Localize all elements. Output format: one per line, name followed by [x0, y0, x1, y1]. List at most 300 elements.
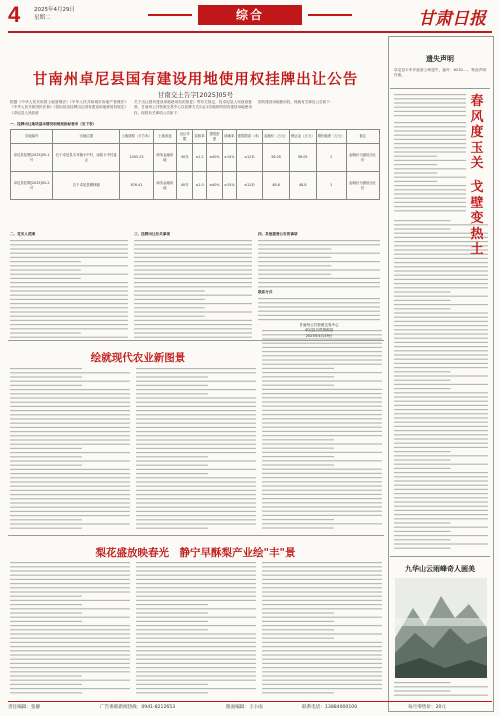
section-heading: 一、挂牌出让地块基本情况和规划指标要求（见下表）	[10, 122, 97, 126]
text-line	[262, 452, 382, 453]
text-line	[262, 401, 382, 402]
text-line	[262, 650, 382, 651]
text-line	[136, 692, 208, 693]
text-line	[136, 667, 256, 668]
section-heading: 三、挂牌出让有关事项	[134, 232, 170, 236]
text-line	[10, 671, 130, 672]
text-line	[262, 566, 382, 567]
text-line	[10, 608, 130, 609]
text-line	[10, 431, 130, 432]
text-line	[262, 667, 382, 668]
text-line	[136, 385, 208, 386]
text-line	[262, 460, 382, 461]
text-line	[262, 406, 382, 407]
text-line	[10, 332, 81, 333]
text-line	[136, 452, 256, 453]
table-cell: 位于卓尼县柳林镇	[53, 172, 120, 200]
text-line	[262, 372, 382, 373]
text-line	[262, 591, 382, 592]
text-line	[134, 295, 252, 296]
table-cell: 56.05	[289, 144, 316, 172]
text-line	[134, 311, 252, 312]
text-line	[10, 414, 130, 415]
table-cell: ≤40%	[206, 144, 223, 172]
text-line	[10, 389, 130, 390]
text-line	[10, 473, 130, 474]
text-line	[10, 435, 130, 436]
text-line	[10, 274, 128, 275]
table-cell: 商务金融用地	[153, 172, 176, 200]
feature-title-b: 戈壁变热土	[470, 180, 484, 257]
text-line	[10, 316, 128, 317]
text-line	[10, 621, 82, 622]
text-line	[10, 376, 82, 377]
text-line	[10, 448, 82, 449]
text-line	[10, 515, 130, 516]
text-line	[10, 265, 128, 266]
table-cell: 1005.23	[120, 144, 153, 172]
intro-paragraph: 国有建设用地使用权，现就有关事宜公告如下：	[258, 100, 334, 104]
text-line	[134, 265, 252, 266]
intro-paragraph: 关于出让国有建设用地使用权的批复》等有关规定，经卓尼县人民政府批准，甘南州公共资源交易中心以挂牌方式出让2宗地块的国有建设用地使用权，现将有关事项公告如下：	[134, 100, 252, 115]
text-line	[134, 303, 252, 304]
text-line	[262, 385, 334, 386]
text-line	[10, 307, 128, 308]
text-line	[262, 612, 334, 613]
text-line	[10, 659, 130, 660]
text-line	[10, 507, 130, 508]
table-cell: ≥15%	[223, 144, 236, 172]
table-cell: 起始价为最低出让价	[346, 172, 379, 200]
signoff-line: 2025年4月29日	[305, 333, 333, 338]
text-line	[10, 646, 130, 647]
article-title: 绘就现代农业新图景	[90, 352, 186, 364]
newspaper-logo: 甘肃日报	[418, 9, 486, 29]
text-line	[134, 332, 252, 333]
table-cell: 卓尼县挂牌[2025]05-2号	[11, 172, 53, 200]
text-line	[136, 583, 256, 584]
text-line	[262, 617, 382, 618]
text-line	[136, 688, 256, 689]
text-line	[10, 423, 130, 424]
mountain-photo	[395, 578, 487, 678]
text-line	[262, 498, 382, 499]
text-line	[262, 511, 382, 512]
text-line	[262, 435, 382, 436]
text-line	[10, 257, 128, 258]
text-line	[262, 464, 334, 465]
text-line	[262, 443, 382, 444]
text-line	[262, 359, 382, 360]
text-line	[262, 675, 382, 676]
text-line	[258, 265, 331, 266]
text-line	[10, 269, 81, 270]
text-line	[10, 583, 130, 584]
table-cell: 56.05	[263, 144, 290, 172]
text-line	[136, 460, 256, 461]
text-line	[262, 389, 382, 390]
text-line	[134, 248, 252, 249]
text-line	[134, 286, 252, 287]
text-line	[262, 562, 382, 563]
text-line	[10, 519, 82, 520]
section-heading: 二、竞买人范围	[10, 232, 36, 236]
text-line	[10, 494, 130, 495]
text-line	[262, 575, 382, 576]
text-line	[136, 448, 256, 449]
text-line	[10, 591, 130, 592]
footer-hotline: 广告垂联新闻热线：0941-8212653	[100, 705, 176, 710]
text-line	[134, 299, 205, 300]
text-line	[10, 295, 128, 296]
text-line	[136, 642, 256, 643]
text-line	[262, 629, 334, 630]
text-line	[258, 257, 331, 258]
table-cell: 48.8	[289, 172, 316, 200]
text-line	[258, 253, 380, 254]
text-line	[258, 274, 331, 275]
text-line	[10, 397, 130, 398]
photo-caption-title: 九华山云雨峰奇人画美	[405, 565, 475, 573]
text-line	[10, 654, 130, 655]
table-cell: 商务金融用地	[153, 144, 176, 172]
text-line	[262, 410, 382, 411]
text-line	[258, 315, 380, 316]
text-line	[10, 688, 130, 689]
table-cell: 40年	[176, 144, 193, 172]
text-line	[10, 278, 81, 279]
text-line	[136, 646, 256, 647]
text-line	[136, 393, 208, 394]
text-line	[10, 324, 128, 325]
text-line	[10, 427, 130, 428]
text-line	[258, 298, 380, 299]
text-line	[10, 596, 82, 597]
text-line	[136, 402, 256, 403]
text-line	[10, 612, 82, 613]
text-line	[136, 566, 256, 567]
divider	[8, 340, 384, 341]
lost-notice-title: 遗失声明	[426, 55, 454, 63]
lost-notice-body: 卓尼县卡车乡政府公章遗失，编号：6230....，特此声明作废。	[394, 68, 486, 78]
date-line: 2025年4月29日	[34, 7, 75, 13]
text-line	[134, 278, 252, 279]
text-line	[136, 591, 256, 592]
text-line	[258, 248, 331, 249]
text-line	[10, 566, 130, 567]
text-line	[134, 244, 252, 245]
text-line	[10, 587, 130, 588]
footer-price: 每月零售价：20元	[408, 705, 447, 710]
text-line	[134, 269, 252, 270]
footer-editor2: 版面编辑：王小雨	[226, 705, 263, 710]
text-line	[136, 444, 256, 445]
text-line	[262, 343, 382, 344]
text-line	[136, 684, 208, 685]
signoff-line: 甘南州公共资源交易中心	[299, 323, 339, 327]
text-line	[258, 269, 380, 270]
text-line	[262, 355, 382, 356]
text-line	[258, 311, 380, 312]
text-line	[262, 494, 382, 495]
text-line	[10, 381, 130, 382]
text-line	[136, 456, 208, 457]
text-line	[136, 406, 256, 407]
text-line	[262, 431, 382, 432]
text-line	[136, 562, 256, 563]
text-line	[136, 621, 208, 622]
text-line	[136, 376, 208, 377]
text-line	[136, 372, 256, 373]
text-line	[262, 638, 334, 639]
text-line	[10, 469, 130, 470]
text-line	[262, 380, 382, 381]
text-line	[10, 456, 82, 457]
text-line	[10, 368, 82, 369]
text-line	[262, 642, 382, 643]
text-line	[10, 692, 82, 693]
text-line	[10, 253, 128, 254]
text-line	[10, 261, 81, 262]
text-line	[10, 633, 130, 634]
text-line	[134, 324, 252, 325]
text-line	[262, 579, 382, 580]
text-line	[10, 418, 130, 419]
text-line	[10, 244, 128, 245]
text-line	[262, 502, 382, 503]
col-header: 宗地位置	[53, 130, 120, 144]
text-line	[262, 604, 382, 605]
table-cell: 1	[316, 144, 346, 172]
text-line	[262, 422, 382, 423]
text-line	[10, 444, 130, 445]
text-line	[10, 523, 130, 524]
text-line	[134, 240, 252, 241]
text-line	[134, 253, 252, 254]
col-header: 建筑限高（米）	[236, 130, 263, 144]
text-line	[136, 481, 256, 482]
text-line	[134, 274, 252, 275]
text-line	[262, 448, 334, 449]
text-line	[10, 410, 130, 411]
text-line	[134, 307, 205, 308]
text-line	[262, 684, 382, 685]
text-line	[136, 671, 256, 672]
text-line	[10, 282, 128, 283]
table-cell: ≤1.2	[193, 144, 206, 172]
text-line	[262, 587, 382, 588]
contact-heading: 联系方式	[258, 290, 273, 294]
text-line	[258, 286, 380, 287]
text-line	[10, 629, 130, 630]
text-line	[134, 257, 252, 258]
divider	[390, 88, 490, 89]
text-line	[136, 587, 256, 588]
text-line	[136, 515, 256, 516]
text-line	[262, 439, 334, 440]
text-line	[258, 306, 380, 307]
notice-doc-number: 甘南交土告字[2025]05号	[157, 91, 234, 99]
text-line	[262, 481, 382, 482]
text-line	[10, 452, 130, 453]
text-line	[262, 583, 382, 584]
text-line	[10, 579, 130, 580]
text-line	[136, 680, 256, 681]
text-line	[136, 596, 256, 597]
text-line	[262, 515, 382, 516]
text-line	[262, 490, 382, 491]
text-line	[10, 502, 130, 503]
text-line	[136, 579, 256, 580]
text-line	[136, 650, 256, 651]
text-line	[10, 385, 82, 386]
col-header: 增价幅度（万元）	[316, 130, 346, 144]
text-line	[262, 671, 382, 672]
text-line	[136, 414, 256, 415]
text-line	[262, 519, 334, 520]
text-line	[134, 261, 252, 262]
text-line	[10, 684, 82, 685]
text-line	[10, 562, 130, 563]
text-line	[262, 570, 382, 571]
text-line	[262, 596, 382, 597]
text-line	[136, 498, 256, 499]
text-line	[10, 663, 130, 664]
table-cell: ≤40%	[206, 172, 223, 200]
text-line	[258, 261, 380, 262]
col-header: 保证金（万元）	[289, 130, 316, 144]
text-line	[136, 617, 256, 618]
text-line	[136, 473, 208, 474]
text-line	[262, 469, 382, 470]
text-line	[134, 316, 205, 317]
text-line	[136, 507, 256, 508]
text-line	[258, 282, 380, 283]
table-cell: 876.41	[120, 172, 153, 200]
text-line	[10, 290, 128, 291]
text-line	[10, 486, 130, 487]
table-cell: ≤1.0	[193, 172, 206, 200]
text-line	[136, 570, 256, 571]
text-line	[136, 486, 256, 487]
text-line	[136, 435, 256, 436]
table-cell: 卓尼县挂牌[2025]05-1号	[11, 144, 53, 172]
text-line	[262, 376, 334, 377]
text-line	[10, 439, 130, 440]
text-line	[10, 617, 130, 618]
text-line	[10, 638, 130, 639]
text-line	[262, 621, 334, 622]
text-line	[262, 485, 382, 486]
text-line	[262, 347, 382, 348]
signoff-line: 卓尼县自然资源局	[304, 328, 334, 333]
text-line	[136, 528, 208, 529]
text-line	[10, 303, 128, 304]
text-line	[10, 604, 82, 605]
text-line	[262, 523, 382, 524]
text-line	[136, 490, 256, 491]
text-line	[136, 625, 256, 626]
notice-title: 甘南州卓尼县国有建设用地使用权挂牌出让公告	[32, 72, 359, 88]
table-cell: 48.8	[263, 172, 290, 200]
col-header: 备注	[346, 130, 379, 144]
text-line	[10, 575, 130, 576]
text-line	[136, 519, 256, 520]
col-header: 容积率	[193, 130, 206, 144]
col-header: 宗地编号	[11, 130, 53, 144]
table-cell: 40年	[176, 172, 193, 200]
text-line	[10, 511, 130, 512]
divider	[390, 556, 490, 557]
text-line	[134, 328, 252, 329]
text-line	[10, 570, 130, 571]
text-line	[136, 629, 208, 630]
text-line	[262, 456, 334, 457]
text-line	[136, 600, 256, 601]
text-line	[262, 427, 382, 428]
text-line	[136, 523, 256, 524]
text-line	[262, 368, 334, 369]
text-line	[10, 372, 130, 373]
text-line	[136, 465, 208, 466]
col-header: 绿地率	[223, 130, 236, 144]
text-line	[262, 477, 382, 478]
text-line	[262, 506, 382, 507]
text-line	[136, 502, 256, 503]
text-line	[136, 494, 256, 495]
text-line	[258, 319, 380, 320]
text-line	[10, 490, 130, 491]
text-line	[262, 646, 382, 647]
text-line	[10, 600, 130, 601]
text-line	[10, 248, 128, 249]
text-line	[136, 663, 256, 664]
text-line	[136, 633, 256, 634]
text-line	[136, 368, 256, 369]
text-line	[262, 397, 382, 398]
text-line	[136, 575, 256, 576]
text-line	[136, 469, 256, 470]
text-line	[10, 328, 128, 329]
text-line	[10, 402, 130, 403]
text-line	[136, 389, 256, 390]
text-line	[134, 290, 205, 291]
text-line	[136, 638, 256, 639]
text-line	[10, 675, 82, 676]
text-line	[10, 667, 130, 668]
table-cell: ≤12米	[236, 144, 263, 172]
weekday-line: 星期二	[34, 15, 51, 21]
table-cell: ≥15%	[223, 172, 236, 200]
text-line	[10, 320, 128, 321]
text-line	[136, 427, 256, 428]
text-line	[136, 410, 256, 411]
text-line	[262, 608, 382, 609]
text-line	[136, 423, 256, 424]
text-line	[10, 481, 130, 482]
text-line	[136, 675, 256, 676]
text-line	[10, 299, 128, 300]
text-line	[262, 473, 382, 474]
notice-signoff	[258, 323, 380, 341]
table-cell: 起始价为最低出让价	[346, 144, 379, 172]
table-cell: ≤12米	[236, 172, 263, 200]
text-line	[10, 528, 82, 529]
text-line	[10, 393, 130, 394]
col-header: 土地用途	[153, 130, 176, 144]
text-line	[262, 654, 382, 655]
text-line	[10, 311, 128, 312]
